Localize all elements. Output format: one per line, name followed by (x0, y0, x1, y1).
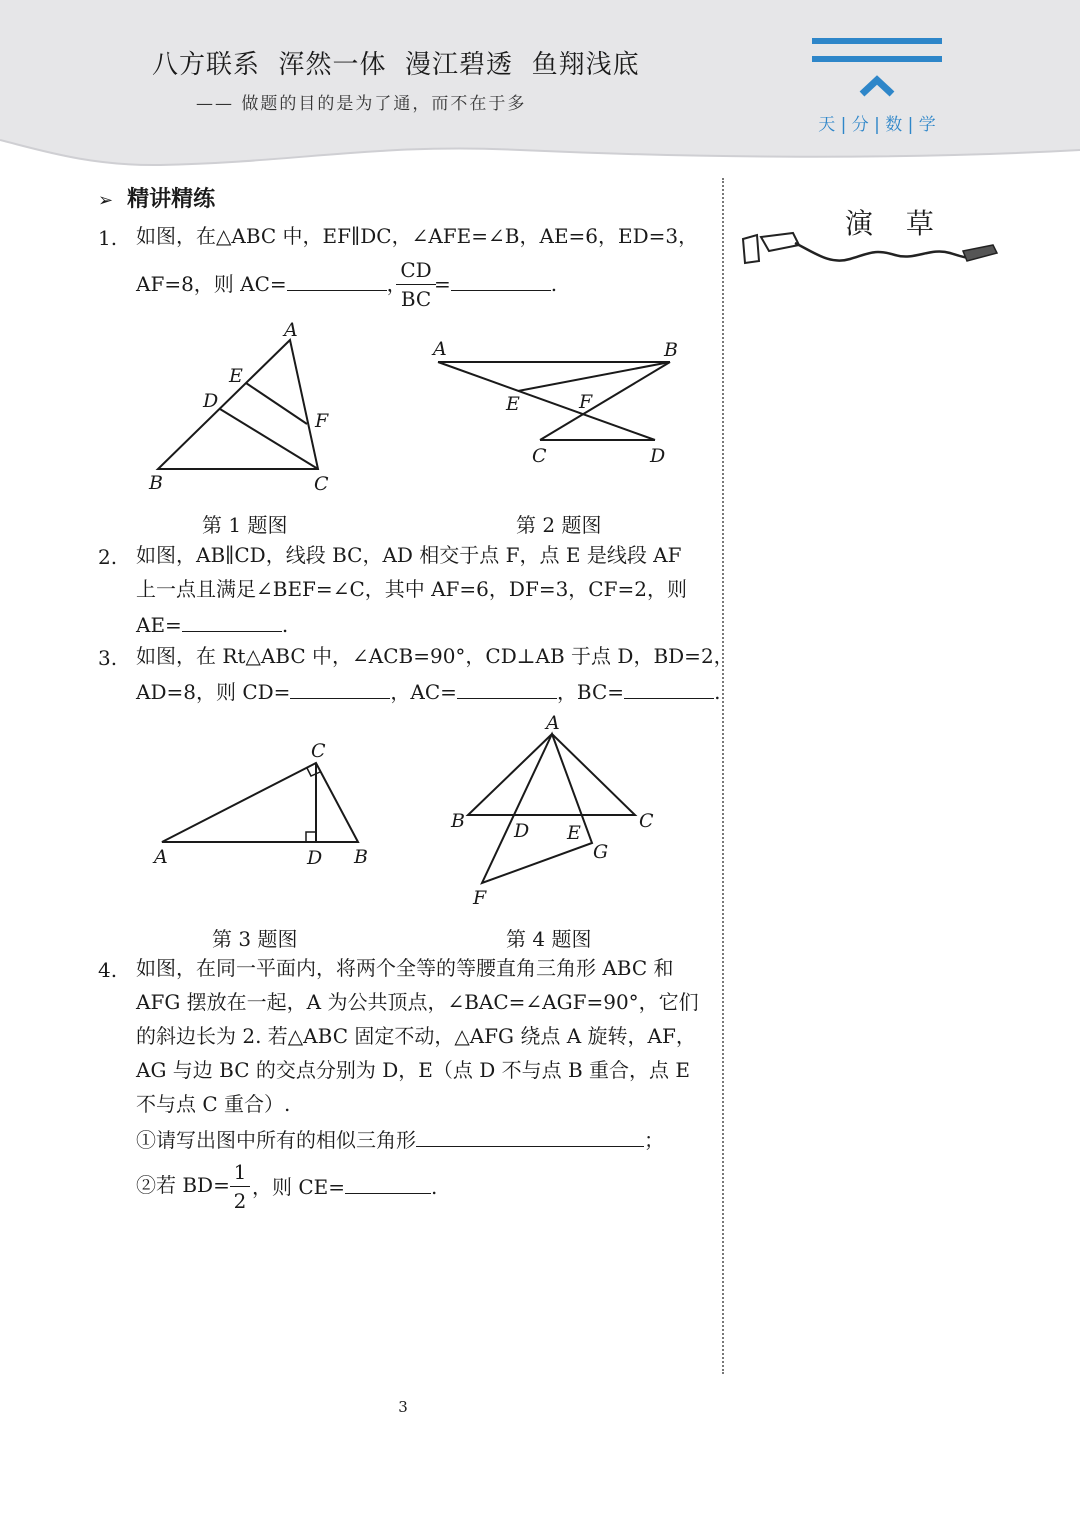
q1-answer-blank-ac[interactable] (287, 272, 387, 291)
fig3-label-d: D (307, 847, 323, 869)
q1-line2-comma: ， (386, 272, 407, 296)
q2-line2: 上一点且满足∠BEF=∠C，其中 AF=6，DF=3，CF=2，则 (136, 577, 687, 601)
q1-line1: 如图，在△ABC 中，EF∥DC，∠AFE=∠B，AE=6，ED=3， (136, 224, 699, 248)
q4-line5: 不与点 C 重合）. (136, 1092, 291, 1116)
fig1-label-c: C (314, 473, 329, 495)
fig3-label-b: B (354, 846, 368, 868)
fig2-label-e: E (506, 393, 520, 415)
q3-answer-blank-bc[interactable] (624, 680, 714, 699)
figure-1 (140, 315, 350, 500)
fig2-label-a: A (433, 338, 447, 360)
fig1-segment-ef (246, 383, 307, 424)
q1-number: 1. (98, 226, 118, 250)
q1-fraction (396, 258, 436, 311)
section-title-text: 精讲精练 (127, 187, 216, 212)
q4-line1: 如图，在同一平面内，将两个全等的等腰直角三角形 ABC 和 (136, 956, 674, 980)
q2-answer-blank-ae[interactable] (182, 613, 282, 632)
q4-line3: 的斜边长为 2. 若△ABC 固定不动，△AFG 绕点 A 旋转，AF， (136, 1024, 696, 1048)
q2-number: 2. (98, 545, 118, 569)
draft-pencil-icon (735, 225, 1000, 270)
fig1-label-a: A (284, 319, 298, 341)
fig1-label-f: F (315, 410, 329, 432)
q1-frac-numerator: CD (400, 258, 432, 282)
fig3-right-angle-c (307, 768, 320, 776)
q1-line2 (136, 272, 407, 294)
column-divider (722, 178, 724, 1374)
fig2-label-b: B (664, 339, 678, 361)
figure-4 (440, 705, 670, 915)
q2-line1: 如图，AB∥CD，线段 BC，AD 相交于点 F，点 E 是线段 AF (136, 543, 682, 567)
header-submotto: —— 做题的目的是为了通，而不在于多 (196, 94, 527, 114)
fig2-caption: 第 2 题图 (516, 513, 602, 537)
q4-period: . (431, 1175, 438, 1199)
fig4-triangle-abc (468, 734, 635, 815)
q4-frac-bar (230, 1186, 250, 1187)
page-number: 3 (398, 1398, 408, 1416)
q3-period: . (714, 680, 721, 704)
header-motto: 八方联系 浑然一体 漫江碧透 鱼翔浅底 (152, 50, 640, 80)
figure-3 (145, 735, 380, 875)
fig1-label-b: B (149, 472, 163, 494)
section-title (98, 182, 215, 213)
q3-line2 (136, 680, 720, 702)
fig3-label-a: A (154, 846, 168, 868)
fig3-caption: 第 3 题图 (212, 927, 298, 951)
q4-sub2-text: ，则 CE= (252, 1175, 346, 1199)
fig4-label-g: G (593, 841, 609, 863)
q3-line2-bc: ，BC= (556, 680, 625, 704)
fig4-label-e: E (567, 822, 581, 844)
fig2-label-c: C (532, 445, 547, 467)
q4-sub1-text: ①请写出图中所有的相似三角形 (136, 1128, 416, 1152)
fig3-label-c: C (311, 740, 326, 762)
q1-equals: = (434, 272, 451, 296)
q2-period: . (281, 613, 289, 637)
figure-2 (425, 335, 695, 470)
q2-line3 (136, 613, 288, 635)
q4-sub2-end (252, 1175, 437, 1197)
q1-line2-end (434, 272, 557, 294)
q1-answer-blank-ratio[interactable] (451, 272, 551, 291)
q4-frac-denominator: 2 (233, 1189, 247, 1213)
fig4-label-c: C (639, 810, 654, 832)
q3-line1: 如图，在 Rt△ABC 中，∠ACB=90°，CD⊥AB 于点 D，BD=2， (136, 644, 734, 668)
q3-line2-text: AD=8，则 CD= (136, 680, 291, 704)
brand-name: 天 | 分 | 数 | 学 (818, 115, 936, 135)
fig3-right-angle-d (306, 832, 316, 842)
q4-sub1-semicolon: ； (644, 1128, 664, 1152)
fig4-caption: 第 4 题图 (506, 927, 592, 951)
q1-line2-text: AF=8，则 AC= (136, 272, 287, 296)
fig2-label-f: F (579, 391, 593, 413)
q4-line4: AG 与边 BC 的交点分别为 D，E（点 D 不与点 B 重合，点 E (136, 1058, 690, 1082)
q4-answer-blank-similar[interactable] (416, 1128, 644, 1147)
q3-answer-blank-ac[interactable] (457, 680, 557, 699)
fig4-label-b: B (451, 810, 465, 832)
fig4-label-a: A (546, 712, 560, 734)
section-arrow-icon: ➢ (98, 190, 114, 211)
q4-line2: AFG 摆放在一起，A 为公共顶点，∠BAC=∠AGF=90°，它们 (136, 990, 699, 1014)
fig4-label-d: D (514, 820, 530, 842)
q1-period: . (550, 272, 558, 296)
fig1-triangle-abc (158, 340, 318, 469)
fig3-triangle-abc (162, 763, 358, 842)
q4-fraction (230, 1160, 250, 1213)
q4-number: 4. (98, 958, 118, 982)
fig1-segment-dc (220, 409, 318, 469)
fig1-label-d: D (203, 390, 219, 412)
q3-number: 3. (98, 646, 118, 670)
q4-answer-blank-ce[interactable] (345, 1175, 431, 1194)
q4-sub2-start: ②若 BD= (136, 1173, 230, 1197)
q2-line3-text: AE= (136, 613, 182, 637)
q3-answer-blank-cd[interactable] (290, 680, 390, 699)
q1-frac-denominator: BC (400, 287, 432, 311)
fig1-label-e: E (229, 365, 243, 387)
fig1-caption: 第 1 题图 (202, 513, 288, 537)
brand-logo (810, 36, 944, 106)
fig2-label-d: D (650, 445, 666, 467)
fig4-label-f: F (473, 887, 487, 909)
fig2-segment-ad (438, 362, 655, 440)
q1-frac-bar (396, 284, 436, 285)
q3-line2-ac: ，AC= (390, 680, 457, 704)
q4-frac-numerator: 1 (233, 1160, 247, 1184)
draft-title: 演 草 (845, 207, 946, 240)
q4-sub1 (136, 1128, 664, 1150)
